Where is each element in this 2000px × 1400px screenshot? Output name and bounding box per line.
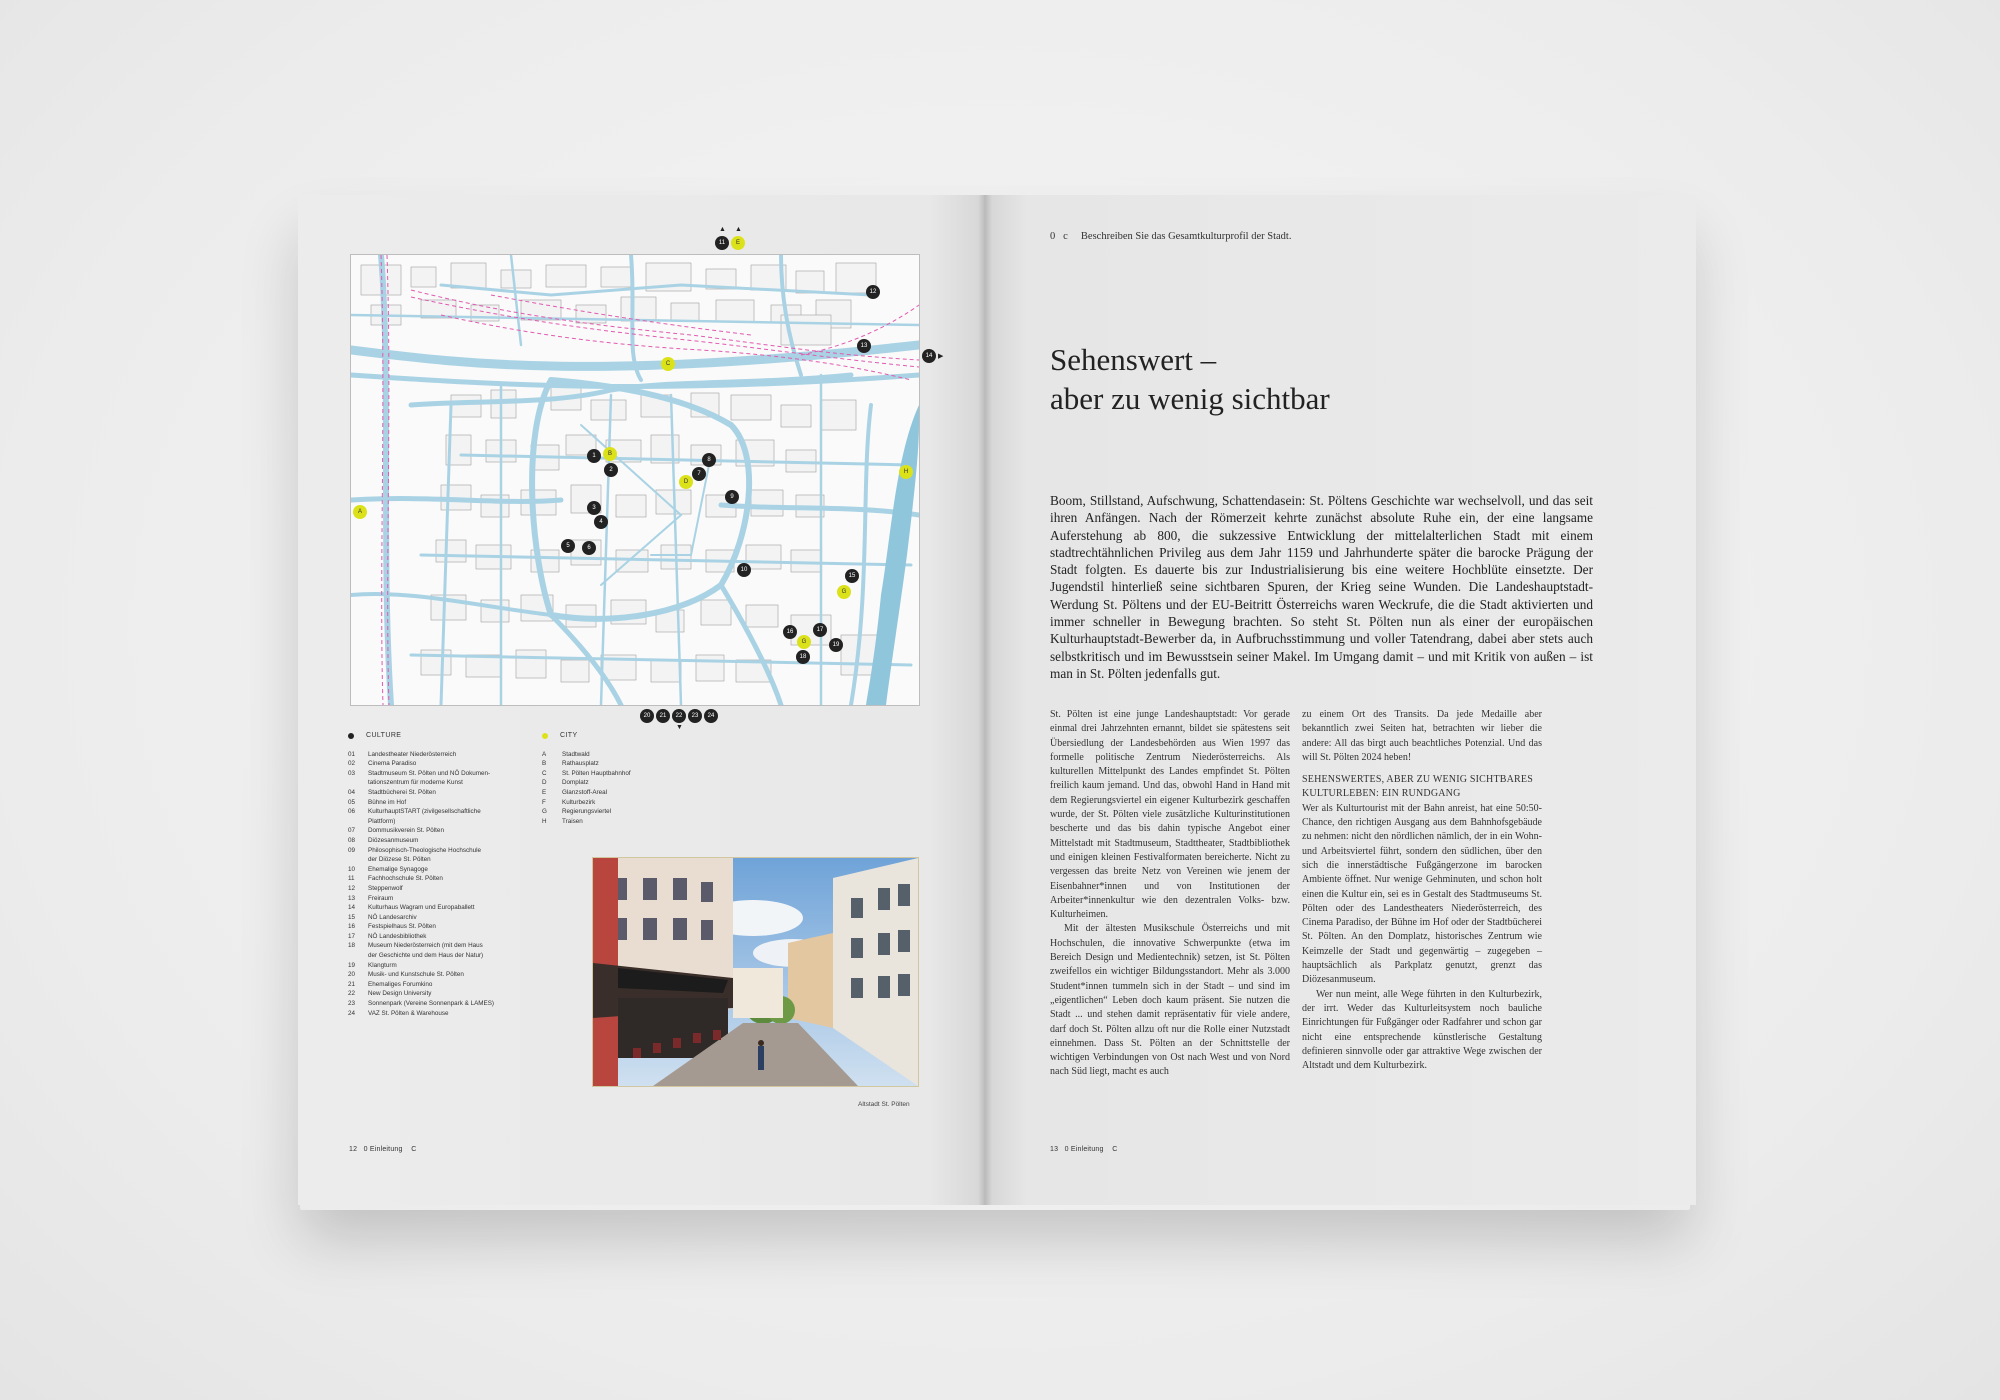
legend-item-label: tationszentrum für moderne Kunst bbox=[368, 779, 463, 787]
legend-city-list bbox=[542, 750, 682, 827]
subheading: SEHENSWERTES, ABER ZU WENIG SICHTBARES KULTURLEBEN: EIN RUNDGANG bbox=[1302, 774, 1533, 800]
legend-item-number: 04 bbox=[348, 788, 356, 796]
legend-item-number: 15 bbox=[348, 913, 356, 921]
legend-item-label: Rathausplatz bbox=[562, 760, 599, 768]
page-number-right: 13 bbox=[1050, 1146, 1059, 1153]
map-arrow-up: ▲ bbox=[719, 226, 726, 233]
map-marker-city: E bbox=[731, 236, 745, 250]
legend-item-number: 17 bbox=[348, 932, 356, 940]
legend-item-label: Stadtmuseum St. Pölten und NÖ Dokumen- bbox=[368, 769, 491, 777]
legend-item-number: 01 bbox=[348, 750, 356, 758]
legend-item bbox=[348, 769, 528, 779]
map-marker-city: C bbox=[661, 357, 675, 371]
body-paragraph: zu einem Ort des Transits. Da jede Medaille aber bekanntlich zwei Seiten hat, betrachten wir lieber die andere: All das birgt auch beachtliches Potenzial. Und das will St. Pölten 2024 heben! bbox=[1302, 709, 1542, 763]
legend-item-label: Fachhochschule St. Pölten bbox=[368, 875, 443, 883]
culture-dot-icon bbox=[348, 733, 354, 739]
legend-item-label: der Diözese St. Pölten bbox=[368, 856, 431, 864]
legend-item-number: 12 bbox=[348, 884, 356, 892]
legend-item bbox=[348, 941, 528, 951]
legend-item bbox=[348, 836, 528, 846]
legend-item bbox=[348, 865, 528, 875]
legend-item bbox=[348, 778, 528, 788]
legend-item-label: Sonnenpark (Vereine Sonnenpark & LAMES) bbox=[368, 1000, 495, 1008]
legend-item-number: E bbox=[542, 788, 547, 796]
legend-item bbox=[542, 798, 682, 808]
folio-left bbox=[349, 1146, 416, 1153]
legend-item-label: Musik- und Kunstschule St. Pölten bbox=[368, 971, 464, 979]
legend-item-label: Cinema Paradiso bbox=[368, 760, 417, 768]
legend-item-label: New Design University bbox=[368, 990, 432, 998]
legend-item bbox=[348, 817, 528, 827]
legend-item bbox=[542, 788, 682, 798]
legend-item-label: Regierungsviertel bbox=[562, 808, 612, 816]
legend-item-number: A bbox=[542, 750, 547, 758]
title-line-2: aber zu wenig sichtbar bbox=[1050, 381, 1330, 416]
map-marker-city: A bbox=[353, 505, 367, 519]
legend-item-number: 07 bbox=[348, 827, 356, 835]
legend-item-number: 22 bbox=[348, 990, 356, 998]
legend-item-label: Ehemaliges Forumkino bbox=[368, 980, 433, 988]
legend-item-number: B bbox=[542, 760, 547, 768]
legend-item bbox=[542, 769, 682, 779]
legend-item-label: Freiraum bbox=[368, 894, 394, 902]
legend-item-number: 19 bbox=[348, 961, 356, 969]
map-arrow-right: ▶ bbox=[938, 353, 944, 360]
legend-item-number: 05 bbox=[348, 798, 356, 806]
legend-item bbox=[348, 855, 528, 865]
legend-item-label: Kulturhaus Wagram und Europaballett bbox=[368, 904, 475, 912]
legend-item-number bbox=[348, 951, 368, 961]
map-marker-culture: 12 bbox=[866, 285, 880, 299]
legend-item-label: KulturhauptSTART (zivilgesellschaftliche bbox=[368, 808, 481, 816]
title-line-1: Sehenswert – bbox=[1050, 342, 1217, 377]
legend-item-number: 13 bbox=[348, 894, 356, 902]
folio-section-right: 0 Einleitung bbox=[1064, 1146, 1104, 1153]
legend-item-label: Stadtwald bbox=[562, 750, 590, 758]
legend-item-label: NÖ Landesarchiv bbox=[368, 913, 417, 921]
folio-letter-right: C bbox=[1112, 1146, 1118, 1153]
legend-item-number: G bbox=[542, 808, 547, 816]
legend-item-number: H bbox=[542, 817, 547, 825]
city-dot-icon bbox=[542, 733, 548, 739]
legend-item bbox=[348, 884, 528, 894]
map-marker-culture: 4 bbox=[594, 515, 608, 529]
map-marker-culture: 10 bbox=[737, 563, 751, 577]
body-paragraph: Wer als Kulturtourist mit der Bahn anreist, hat eine 50:50-Chance, den richtigen Ausgang aus dem Bahnhofsgebäude zu nehmen: nicht den nördlichen nämlich, der in ein Wohn- und Arbeitsviertel führt, sondern den südlichen, über den sich die innerstädtische Fußgängerzone im barocken Ambiente öffnet. Nur wenige Gehminuten, und schon holt einen die Kultur ein, sei es in Gestalt des Stadtmuseums St. Pölten oder des Landestheaters Niederösterreich, des Cinema Paradiso, der Bühne im Hof oder der Stadtbücherei St. Pölten. An den Domplatz, historisches Zentrum wie Keimzelle der Stadt und gegenwärtig – zugegeben – hauptsächlich als Parkplatz genutzt, grenzt das Diözesanmuseum. bbox=[1302, 802, 1542, 986]
legend-item-number: 16 bbox=[348, 923, 356, 931]
legend-item bbox=[348, 759, 528, 769]
legend-item-number: D bbox=[542, 779, 547, 787]
legend-item-label: Traisen bbox=[562, 817, 583, 825]
page-title bbox=[1050, 340, 1330, 418]
map-marker-culture: 18 bbox=[796, 650, 810, 664]
legend-item-number: 02 bbox=[348, 760, 356, 768]
legend-item-label: St. Pölten Hauptbahnhof bbox=[562, 769, 631, 777]
legend-item bbox=[348, 970, 528, 980]
section-kicker: 0 c Beschreiben Sie das Gesamtkulturprofil der Stadt. bbox=[1050, 231, 1292, 242]
legend-item bbox=[348, 961, 528, 971]
legend-item bbox=[348, 922, 528, 932]
page-number-left: 12 bbox=[349, 1146, 358, 1153]
legend-item bbox=[348, 989, 528, 999]
folio-letter-left: C bbox=[411, 1146, 417, 1153]
legend-item-label: Stadtbücherei St. Pölten bbox=[368, 788, 436, 796]
legend-item bbox=[348, 903, 528, 913]
map-river bbox=[866, 405, 919, 705]
map-marker-culture: 22 bbox=[672, 709, 686, 723]
photo-illustration bbox=[593, 858, 918, 1086]
map-arrow-up: ▲ bbox=[735, 226, 742, 233]
legend-item-label: VAZ St. Pölten & Warehouse bbox=[368, 1009, 449, 1017]
legend-item-number: 24 bbox=[348, 1009, 356, 1017]
legend-item-label: Glanzstoff-Areal bbox=[562, 788, 608, 796]
map-marker-culture: 14 bbox=[922, 349, 936, 363]
text-column-1 bbox=[1050, 708, 1290, 1080]
legend-item-number: 11 bbox=[348, 875, 355, 883]
legend-item-number: 09 bbox=[348, 846, 356, 854]
legend-item bbox=[348, 894, 528, 904]
map-marker-culture: 17 bbox=[813, 623, 827, 637]
legend-city-heading: CITY bbox=[560, 732, 578, 739]
legend-item-number: 10 bbox=[348, 865, 356, 873]
map-marker-culture: 19 bbox=[829, 638, 843, 652]
legend-item bbox=[348, 999, 528, 1009]
map-marker-culture: 9 bbox=[725, 490, 739, 504]
map-marker-culture: 5 bbox=[561, 539, 575, 553]
legend-item bbox=[348, 798, 528, 808]
legend-item bbox=[348, 913, 528, 923]
legend-item bbox=[348, 807, 528, 817]
legend-item-number: 21 bbox=[348, 980, 356, 988]
body-paragraph: St. Pölten ist eine junge Landeshauptstadt: Vor gerade einmal drei Jahrzehnten ernannt, bildet sie spätestens seit Übersiedlung der Landesbehörden aus Wien 1997 das formelle politische Zentrum Niederösterreichs. Als kulturellen Mittelpunkt des Landes empfindet St. Pölten freilich kaum jemand. Und das, obwohl Hand in Hand mit dem Regierungsviertel ein eigener Kulturbezirk geschaffen wurde, der St. Pölten viele zusätzliche Kulturinstitutionen bescherte und das bis dahin typische Angebot einer Mittelstadt mit Stadtmuseum, Stadttheater, Stadtbibliothek und einigen kleinen Festivalformaten bereicherte. Nicht zu vergessen das breite Netz von Vereinen wie jenem der Eisenbahner*innen und von Institutionen der Arbeiter*innenkultur wie den dezentralen Volks- bzw. Kulturheimen. bbox=[1050, 709, 1290, 921]
legend-item bbox=[348, 932, 528, 942]
legend-item bbox=[542, 778, 682, 788]
map-marker-culture: 13 bbox=[857, 339, 871, 353]
legend-item bbox=[348, 788, 528, 798]
legend-item-label: Steppenwolf bbox=[368, 884, 403, 892]
legend-item bbox=[542, 759, 682, 769]
legend-item bbox=[348, 951, 528, 961]
photo-caption: Altstadt St. Pölten bbox=[858, 1101, 910, 1108]
map-arrow-down: ▼ bbox=[676, 724, 683, 731]
legend-culture bbox=[348, 731, 528, 1018]
map-marker-culture: 16 bbox=[783, 625, 797, 639]
body-paragraph: Wer nun meint, alle Wege führten in den Kulturbezirk, der irrt. Weder das Kulturleitsystem noch bauliche Einrichtungen für Fußgänger oder Radfahrer und schon gar nicht eine entsprechende künstlerische Gestaltung definieren sinnvolle oder gar attraktive Wege zwischen der Altstadt und dem Kulturbezirk. bbox=[1302, 988, 1542, 1072]
city-map bbox=[350, 254, 920, 706]
text-column-2 bbox=[1302, 708, 1542, 1073]
map-marker-culture: 3 bbox=[587, 501, 601, 515]
legend-item bbox=[348, 874, 528, 884]
legend-item-number bbox=[348, 778, 368, 788]
legend-item bbox=[348, 846, 528, 856]
legend-item-number: F bbox=[542, 798, 546, 806]
legend-item-label: Ehemalige Synagoge bbox=[368, 865, 428, 873]
legend-item-number: 08 bbox=[348, 836, 356, 844]
legend-item bbox=[348, 980, 528, 990]
map-marker-culture: 15 bbox=[845, 569, 859, 583]
map-marker-culture: 11 bbox=[715, 236, 729, 250]
legend-item-number: 23 bbox=[348, 1000, 356, 1008]
legend-item-number: 03 bbox=[348, 769, 356, 777]
map-marker-culture: 7 bbox=[692, 467, 706, 481]
legend-item-label: Dommusikverein St. Pölten bbox=[368, 827, 444, 835]
legend-item-label: Klangturm bbox=[368, 961, 397, 969]
map-marker-culture: 8 bbox=[702, 453, 716, 467]
map-marker-culture: 24 bbox=[704, 709, 718, 723]
legend-item bbox=[542, 750, 682, 760]
legend-item-number: C bbox=[542, 769, 547, 777]
legend-item bbox=[542, 817, 682, 827]
map-marker-city: D bbox=[679, 475, 693, 489]
legend-item-label: Bühne im Hof bbox=[368, 798, 407, 806]
legend-item-number bbox=[348, 817, 368, 827]
legend-item-label: Kulturbezirk bbox=[562, 798, 596, 806]
legend-item bbox=[542, 807, 682, 817]
legend-item-number: 14 bbox=[348, 904, 356, 912]
legend-item-label: Museum Niederösterreich (mit dem Haus bbox=[368, 942, 483, 950]
legend-item-label: Domplatz bbox=[562, 779, 589, 787]
legend-culture-heading: CULTURE bbox=[366, 732, 402, 739]
legend-city bbox=[542, 731, 682, 826]
legend-item-label: Festspielhaus St. Pölten bbox=[368, 923, 436, 931]
book-gutter bbox=[978, 195, 992, 1205]
legend-item-label: Plattform) bbox=[368, 817, 396, 825]
folio-right bbox=[1050, 1146, 1117, 1153]
legend-item-label: NÖ Landesbibliothek bbox=[368, 932, 427, 940]
legend-item-number bbox=[348, 855, 368, 865]
legend-item bbox=[348, 826, 528, 836]
map-marker-culture: 23 bbox=[688, 709, 702, 723]
map-marker-culture: 21 bbox=[656, 709, 670, 723]
legend-item-number: 20 bbox=[348, 971, 356, 979]
map-marker-city: H bbox=[899, 465, 913, 479]
map-marker-city: G bbox=[797, 635, 811, 649]
legend-item-label: Philosophisch-Theologische Hochschule bbox=[368, 846, 482, 854]
map-marker-culture: 1 bbox=[587, 449, 601, 463]
legend-culture-list bbox=[348, 750, 528, 1019]
map-marker-city: G bbox=[837, 585, 851, 599]
legend-item bbox=[348, 1009, 528, 1019]
lead-paragraph: Boom, Stillstand, Aufschwung, Schattendasein: St. Pöltens Geschichte war wechselvoll, und das seit ihren Anfängen. Nach der Römerzeit kehrte zunächst absolute Ruhe ein, der eine langsame Auferstehung ab 800, die sukzessive Entwicklung der mittelalterlichen Stadt mit einem stadtrechtähnlichen Privileg aus dem Jahr 1159 und Jahrhunderte später die barocke Prägung der Stadt folgten. Es dauerte bis zur Industrialisierung bis eine weitere Hochblüte einsetzte. Der Jugendstil hinterließ seine sichtbaren Spuren, der Krieg seine Wunden. Die Landeshauptstadt-Werdung St. Pöltens und der EU-Beitritt Österreichs waren Weckrufe, die die Stadt aktivierten und immer schneller in Bewegung brachten. So steht St. Pölten nun als einer der europäischen Kulturhauptstadt-Bewerber da, in Aufbruchsstimmung und voller Tatendrang, dabei aber stets auch selbstkritisch und im Bewusstsein seiner Makel. Im Umgang damit – und mit Kritik von außen – ist man in St. Pölten jedenfalls gut. bbox=[1050, 493, 1593, 681]
legend-item-label: Landestheater Niederösterreich bbox=[368, 750, 457, 758]
legend-item-number: 18 bbox=[348, 942, 356, 950]
map-marker-city: B bbox=[603, 447, 617, 461]
altstadt-photo bbox=[592, 857, 919, 1087]
legend-item bbox=[348, 750, 528, 760]
map-marker-culture: 2 bbox=[604, 463, 618, 477]
map-marker-culture: 6 bbox=[582, 541, 596, 555]
legend-item-number: 06 bbox=[348, 808, 356, 816]
legend-item-label: Diözesanmuseum bbox=[368, 836, 419, 844]
body-paragraph: Mit der ältesten Musikschule Österreichs und mit Hochschulen, die innovative Schwerpunkte (etwa im Bereich Design und Medientechnik) setzen, ist St. Pölten zweifellos ein wichtiger Bildungsstandort. Mehr als 3.000 Student*innen tummeln sich in der Stadt – und sind im „eigentlichen“ Leben doch kaum präsent. Sie nutzen die Stadt ... und stehen damit repräsentativ für viele andere, darf doch St. Pölten allzu oft nur die Rolle einer Nutzstadt einnehmen. Dass St. Pölten an der Schnittstelle der wichtigen Verbindungen von Ost nach West und von Nord nach Süd liegt, macht es auch bbox=[1050, 923, 1290, 1078]
map-marker-culture: 20 bbox=[640, 709, 654, 723]
legend-item-label: der Geschichte und dem Haus der Natur) bbox=[368, 952, 484, 960]
folio-section-left: 0 Einleitung bbox=[363, 1146, 403, 1153]
